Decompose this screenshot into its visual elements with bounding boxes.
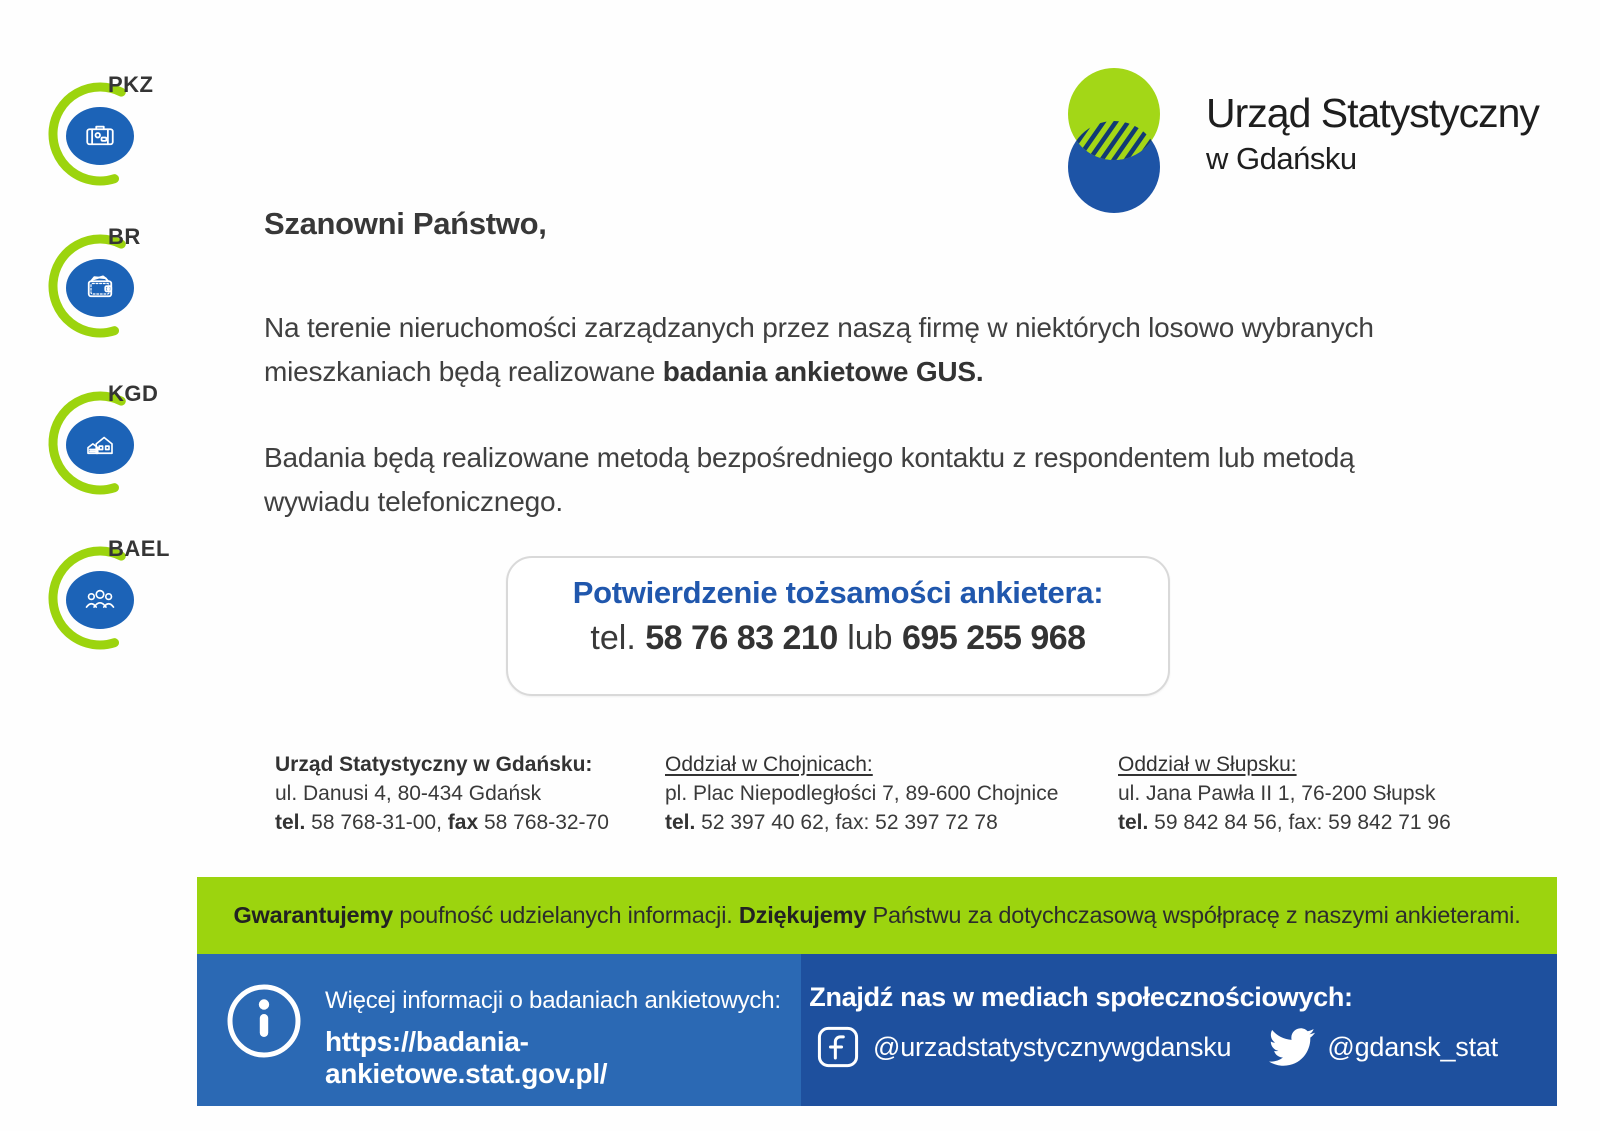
office-name: Urząd Statystyczny w Gdańsku: <box>275 753 593 776</box>
twitter-icon <box>1269 1024 1315 1070</box>
paragraph-1-bold: badania ankietowe GUS. <box>662 356 984 387</box>
verification-box <box>506 556 1170 696</box>
social-handles-row <box>815 1024 1498 1070</box>
or-label: lub <box>837 619 903 657</box>
survey-badge-pkz <box>36 70 216 202</box>
office-slupsk <box>1118 750 1538 837</box>
office-address: ul. Danusi 4, 80-434 Gdańsk <box>275 782 542 805</box>
office-name: Oddział w Słupsku: <box>1118 753 1297 776</box>
banner-bold-2: Dziękujemy <box>738 902 867 928</box>
fax-value: 58 768-32-70 <box>478 811 609 834</box>
footer-info-title: Więcej informacji o badaniach ankietowych: <box>325 987 781 1014</box>
greeting: Szanowni Państwo, <box>264 206 547 241</box>
fax-label: fax <box>447 811 479 834</box>
office-name: Oddział w Chojnicach: <box>665 753 873 776</box>
office-address: ul. Jana Pawła II 1, 76-200 Słupsk <box>1118 782 1436 805</box>
tel-label: tel. <box>275 811 306 834</box>
survey-label-pkz: PKZ <box>108 72 154 97</box>
footer-info-section <box>197 954 801 1106</box>
guarantee-banner <box>197 877 1557 954</box>
office-contact <box>665 808 1105 837</box>
paragraph-1-text: Na terenie nieruchomości zarządzanych przez naszą firmę w niektórych losowo wybranych mieszkaniach będą realizowane <box>264 312 1374 387</box>
badge-circle <box>66 571 134 629</box>
survey-badge-br <box>36 222 216 354</box>
phone-number-1: 58 76 83 210 <box>645 619 838 657</box>
tel-value: 52 397 40 62, fax: 52 397 72 78 <box>695 811 998 834</box>
logo-city: w Gdańsku <box>1206 141 1357 176</box>
footer-social-section <box>801 954 1557 1106</box>
gus-logo-mark <box>1048 58 1180 218</box>
banner-text <box>233 902 1520 929</box>
tel-value: 59 842 84 56, fax: 59 842 71 96 <box>1148 811 1451 834</box>
office-address: pl. Plac Niepodległości 7, 89-600 Chojnice <box>665 782 1059 805</box>
banner-text-1: poufność udzielanych informacji. <box>393 902 739 928</box>
verification-phones <box>508 619 1168 658</box>
badge-circle <box>66 416 134 474</box>
tel-label: tel. <box>665 811 696 834</box>
verification-title: Potwierdzenie tożsamości ankietera: <box>572 575 1104 610</box>
gus-logo <box>1048 58 1539 218</box>
badge-circle <box>66 259 134 317</box>
paragraph-2: Badania będą realizowane metodą bezpośredniego kontaktu z respondentem lub metodą wywiadu telefonicznego. <box>264 442 1355 517</box>
facebook-handle: @urzadstatystycznywgdansku <box>873 1031 1232 1062</box>
info-icon <box>219 976 309 1066</box>
office-contact <box>1118 808 1538 837</box>
tel-value: 58 768-31-00, <box>305 811 448 834</box>
paragraph-1 <box>264 306 1419 394</box>
survey-label-bael: BAEL <box>108 536 170 561</box>
br-badge-graphic <box>36 222 166 344</box>
office-gdansk <box>275 750 675 837</box>
office-chojnice <box>665 750 1105 837</box>
survey-badge-kgd <box>36 379 216 511</box>
survey-label-kgd: KGD <box>108 381 159 406</box>
survey-badge-bael <box>36 534 216 666</box>
tel-label: tel. <box>590 619 646 657</box>
tel-label: tel. <box>1118 811 1149 834</box>
logo-name: Urząd Statystyczny <box>1206 90 1539 136</box>
footer <box>197 954 1557 1106</box>
footer-info-url: https://badania-ankietowe.stat.gov.pl/ <box>325 1026 608 1089</box>
facebook-icon <box>815 1024 861 1070</box>
twitter-handle: @gdansk_stat <box>1327 1031 1498 1062</box>
footer-social-title: Znajdź nas w mediach społecznościowych: <box>809 982 1353 1012</box>
banner-bold-1: Gwarantujemy <box>233 902 393 928</box>
office-contact <box>275 808 675 837</box>
banner-text-2: Państwu za dotychczasową współpracę z naszymi ankieterami. <box>866 902 1521 928</box>
survey-label-br: BR <box>108 224 141 249</box>
phone-number-2: 695 255 968 <box>902 619 1086 657</box>
